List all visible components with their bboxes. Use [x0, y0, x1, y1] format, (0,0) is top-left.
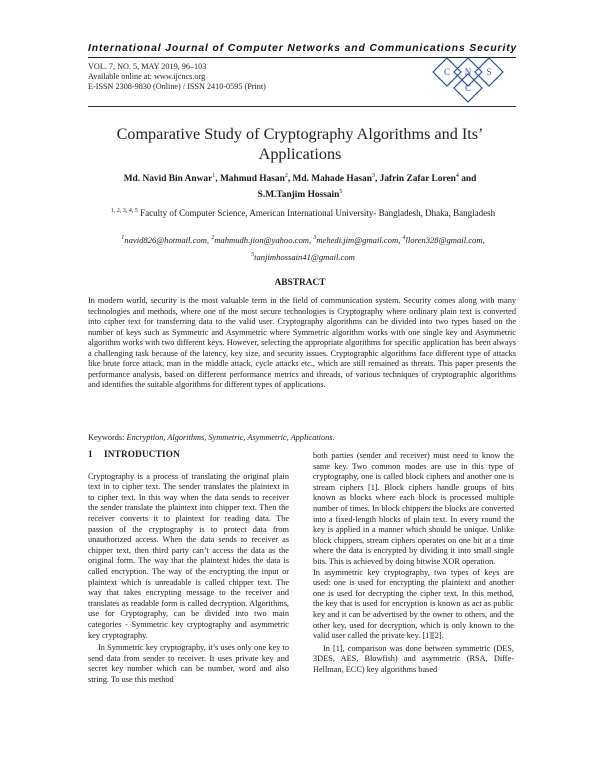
paper-title [100, 124, 500, 164]
author-sep: , [287, 174, 293, 185]
keywords [88, 433, 516, 442]
author-name: Mahmud Hasan [219, 174, 285, 185]
journal-meta [88, 62, 266, 92]
email-link[interactable]: navid826@hotmail.com, [124, 234, 210, 245]
email-sup: 2 [211, 235, 215, 241]
author-sup: 1 [212, 173, 216, 179]
author-sep: , [374, 174, 380, 185]
section-title: INTRODUCTION [104, 449, 180, 459]
intro-paragraph: both parties (sender and receiver) must need to know the same key. Two common modes are use in this type of cryptography, one is called block ciphers and another one is stream ciphers [1]. Block ciphers handle groups of bits known as blocks where each block is processed multiple number of times. In block chippers the blocks are converted into a fixed-length blocks of plain text. In every round the key is applied in a manner which should be unique. Unlike block chippers, stream ciphers operates on one bit at a time where the data is encrypted by dividing it into small single bits. This is achieved by doing bitwise XOR operation. [313, 451, 514, 566]
logo-letter-2: N [464, 67, 472, 77]
journal-name: International Journal of Computer Networks and Communications Security [88, 43, 518, 54]
email-sup: 1 [121, 235, 125, 241]
intro-paragraph: In Symmetric key cryptography, it’s uses only one key to send data from sender to receiver. It uses private key and secret key number which can be number, word and also string. To use this method [88, 643, 289, 684]
email-sup: 4 [402, 235, 406, 241]
header-rule [88, 106, 516, 107]
author-emails [88, 231, 518, 265]
author-sup: 2 [284, 173, 288, 179]
logo-letter-3: C [464, 83, 472, 93]
logo-letter-4: S [486, 67, 492, 77]
section-heading [88, 449, 289, 460]
intro-paragraph: Cryptography is a process of translating the original plain text in to cipher text. The sender translates the plaintext in to cipher text. In this way when the data sends to receiver the sender translate the plaintext into chipper text. Then the receiver converts it to plaintext for reading data. The passion of the cryptography is to protect data from unauthorized access. When the data sends to receiver as chipper text, then third party can’t access the data as the original form. The way that the plaintext hides the data is called encryption. The way of the encrypting the input or plaintext which is unreadable is called chipper text. The way that takes encrypting message to the receiver and translates as readable form is called decryption. Algorithms, use for Cryptography, can be divided into two main categories - Symmetric key cryptography and asymmetric key cryptography. [88, 471, 289, 640]
intro-paragraph: In [1], comparison was done between symmetric (DES, 3DES, AES, Blowfish) and asymmetric (RSA, Diffe-Hellman, ECC) key algorithms based [313, 643, 514, 674]
author-name: Jafrin Zafar Loren [379, 174, 456, 185]
email-link[interactable]: mehedi.jim@gmail.com, [316, 234, 401, 245]
email-sup: 3 [313, 235, 317, 241]
paper-title-line-2: Applications [258, 145, 342, 163]
section-number: 1 [88, 449, 93, 459]
author-name: Md. Mahade Hasan [292, 174, 372, 185]
email-link[interactable]: tanjimhossain41@gmail.com [254, 251, 355, 262]
volume-line: VOL. 7, NO. 5, MAY 2019, 96–103 [88, 62, 207, 71]
author-sep: and [458, 174, 477, 185]
emails-line-1 [88, 231, 518, 248]
column-left [88, 449, 289, 685]
intro-paragraph: In asymmetric key cryptography, two types of keys are used: one is used for encrypting the plaintext and another one is used for decrypting the cipher text. In this method, the key that is used for encryption is known as act as public key and it can be advertised by the owner to others, and the other key, used for decryption, which is only known to the valid user called the private key. [1][2]. [313, 567, 514, 641]
author-name: Md. Navid Bin Anwar [123, 174, 213, 185]
abstract-text: In modern world, security is the most valuable term in the field of communication system. Security comes along with many technologies and methods, where one of the most secure technologies is Cryptography where ordinary plain text is converted into cipher text for transferring data to the valid user. Cryptography algorithms can be divided into two types based on the number of keys such as Symmetric and Asymmetric where Symmetric algorithm works with one single key and Asymmetric algorithm works with two different keys. However, selecting the appropriate algorithms for specific application has been always a challenging task because of the latency, key size, and security issues. Cryptographic algorithms face different type of attacks like brute force attack, man in the middle attack, cycle attacks etc., which are still remained as threats. This paper presents the performance analysis, based on different performance metrics and threads, of various techniques of cryptographic algorithms and identifies the suitable algorithms for different types of applications. [88, 296, 516, 389]
email-link[interactable]: mahmudh.jion@yahoo.com, [214, 234, 312, 245]
paper-title-line-1: Comparative Study of Cryptography Algorithms and Its’ [116, 125, 484, 143]
available-line: Available online at: www.ijcncs.org [88, 72, 206, 81]
author-sep: , [215, 174, 220, 185]
author-sup: 3 [371, 173, 375, 179]
journal-logo [425, 56, 511, 104]
affiliation-sup: 1, 2, 3, 4, 5 [110, 208, 138, 214]
affiliation-text: Faculty of Computer Science, American International University- Bangladesh, Dhaka, Bangladesh [140, 208, 496, 218]
author-name: S.M.Tanjim Hossain [257, 190, 340, 201]
emails-line-2 [88, 248, 518, 265]
column-right [313, 451, 514, 675]
abstract-heading: ABSTRACT [274, 278, 326, 288]
affiliation [88, 208, 518, 218]
author-sup: 4 [455, 173, 459, 179]
author-sup: 5 [339, 189, 343, 196]
author-list [100, 170, 500, 202]
keywords-values: Encryption, Algorithms, Symmetric, Asymmetric, Applications. [126, 433, 335, 442]
email-sup: 5 [251, 251, 255, 258]
logo-letter-1: C [443, 67, 451, 77]
issn-line: E-ISSN 2308-9830 (Online) / ISSN 2410-0595 (Print) [88, 82, 266, 91]
email-link[interactable]: lloren328@gmail.com, [405, 234, 485, 245]
keywords-label: Keywords: [88, 433, 125, 442]
